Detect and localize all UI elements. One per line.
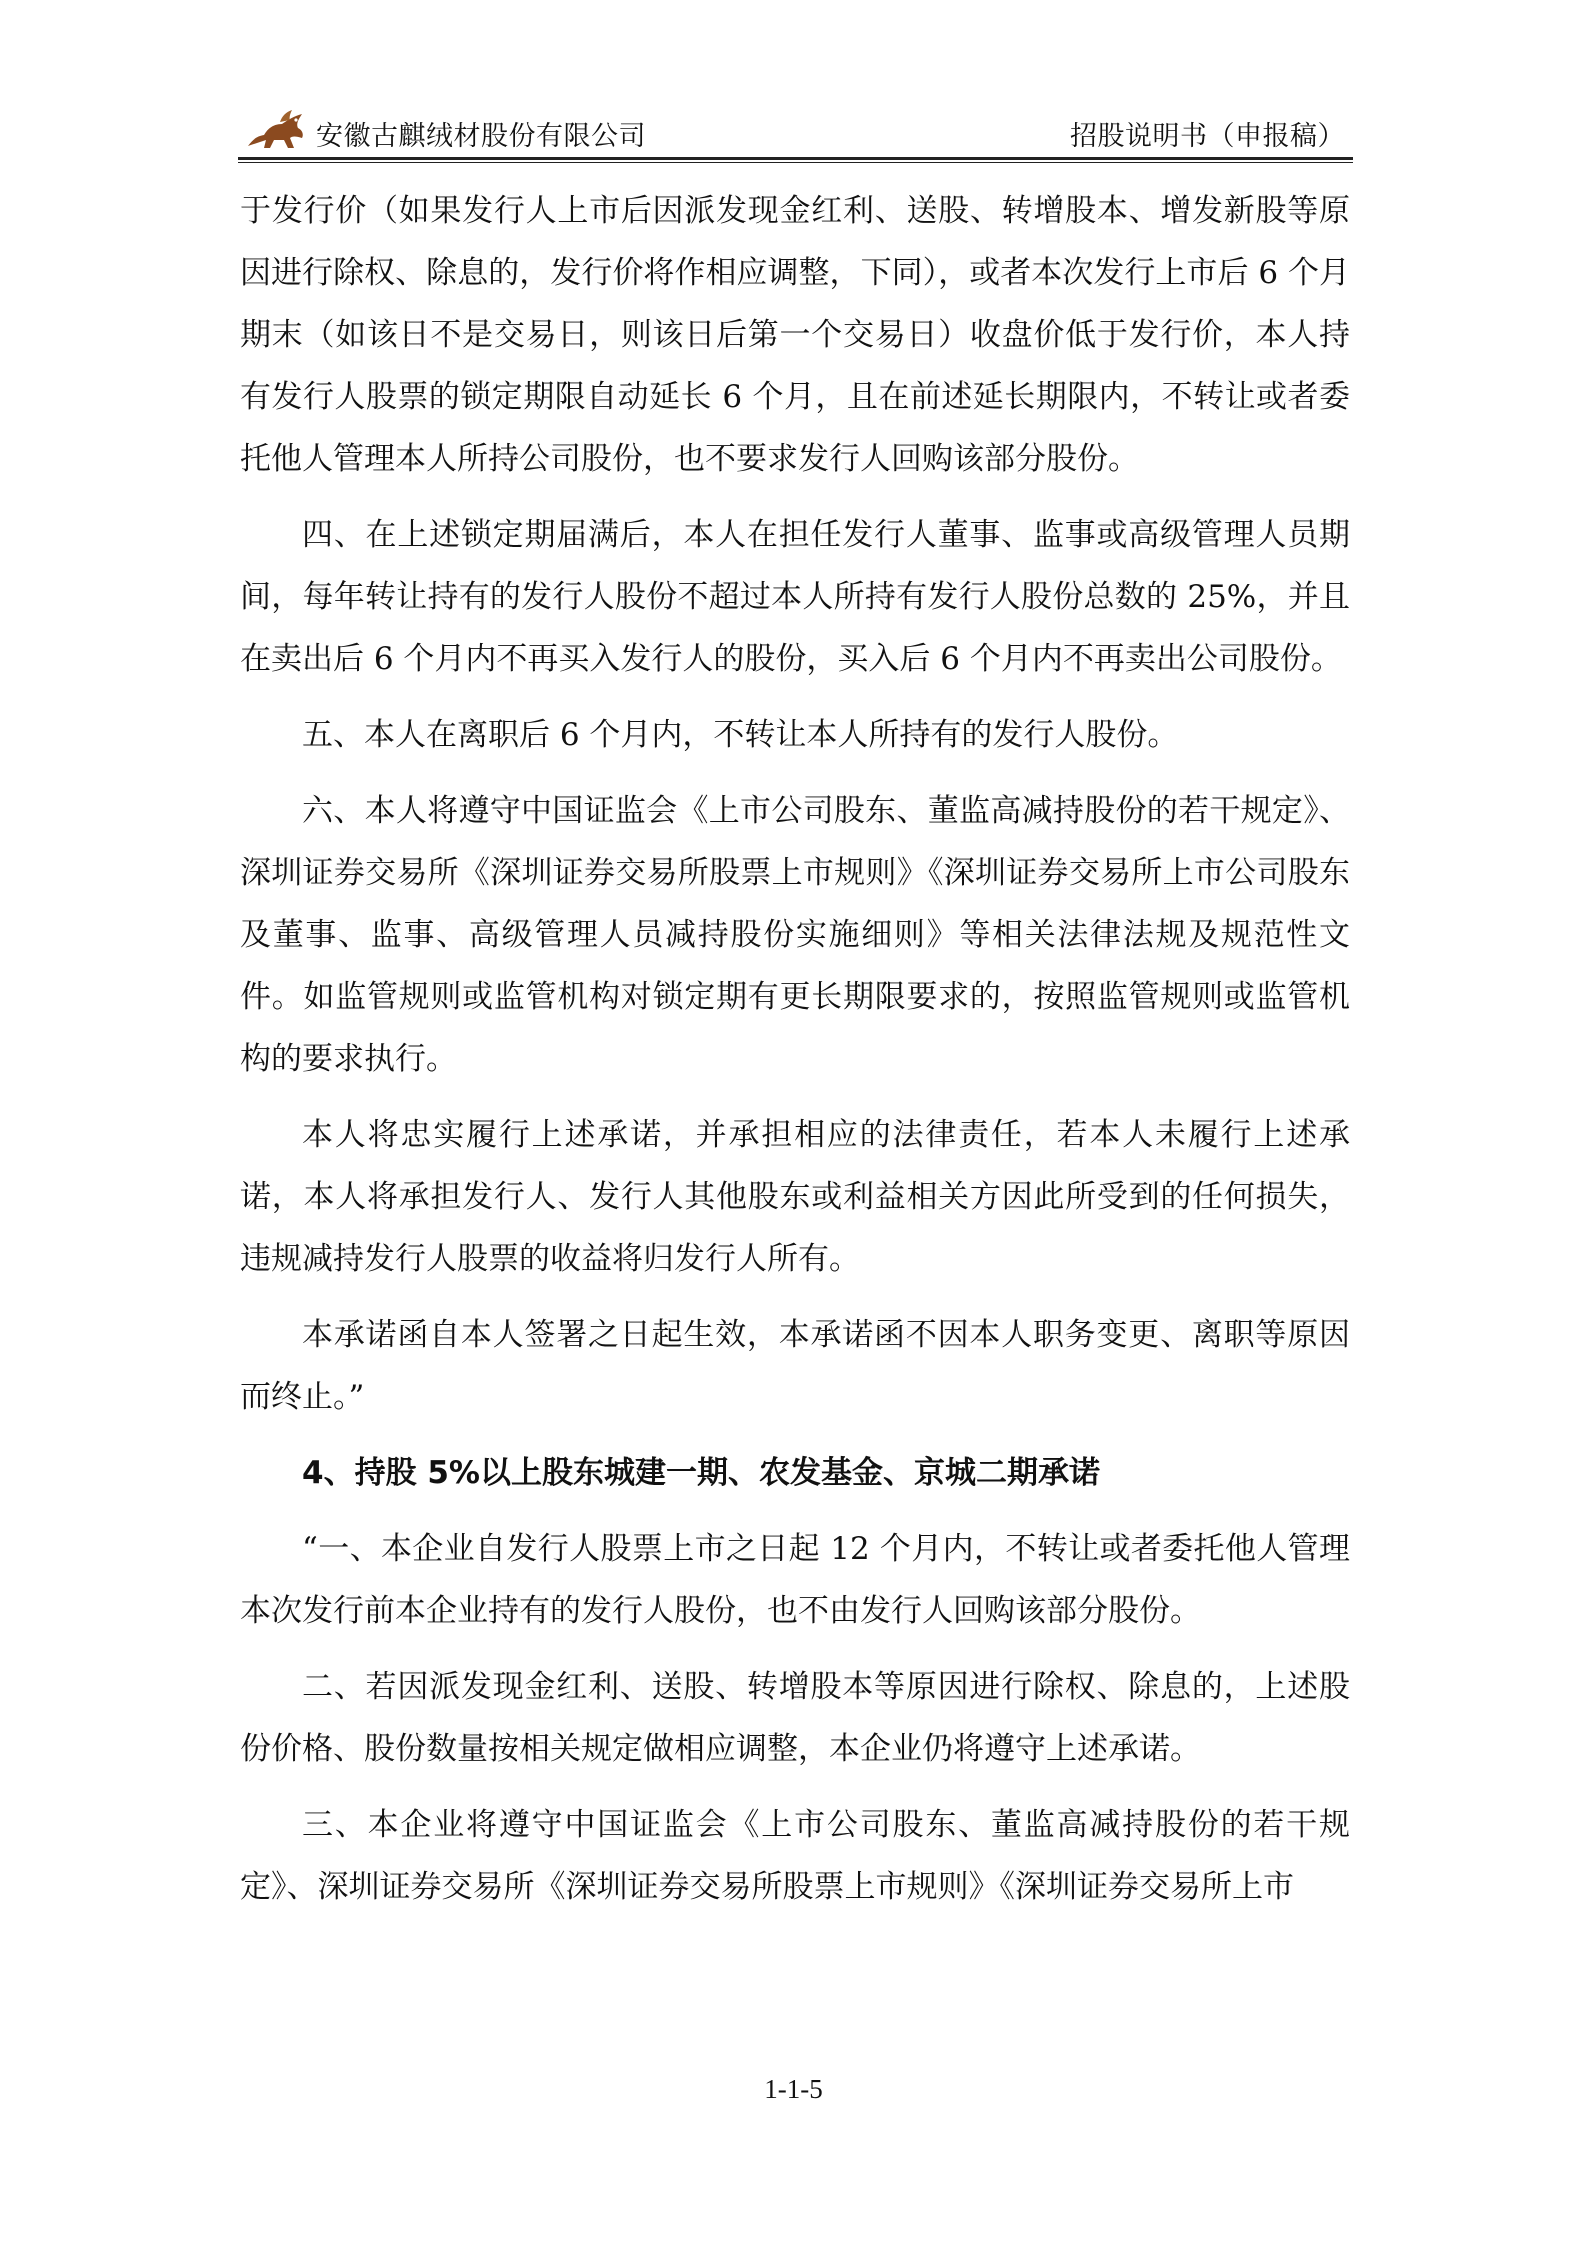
paragraph-effective: 本承诺函自本人签署之日起生效，本承诺函不因本人职务变更、离职等原因而终止。” <box>240 1317 1350 1415</box>
paragraph-item-5: 五、本人在离职后 6 个月内，不转让本人所持有的发行人股份。 <box>302 717 1179 753</box>
section-heading <box>240 1442 1350 1504</box>
paragraph-item-4: 四、在上述锁定期届满后，本人在担任发行人董事、监事或高级管理人员期间，每年转让持有的发行人股份不超过本人所持有发行人股份总数的 25%，并且在卖出后 6 个月内不再买入发行人的股份，买入后 6 个月内不再卖出公司股份。 <box>240 517 1350 677</box>
paragraph-commitment: 本人将忠实履行上述承诺，并承担相应的法律责任，若本人未履行上述承诺，本人将承担发行人、发行人其他股东或利益相关方因此所受到的任何损失，违规减持发行人股票的收益将归发行人所有。 <box>240 1117 1350 1277</box>
paragraph-enterprise-2: 二、若因派发现金红利、送股、转增股本等原因进行除权、除息的，上述股份价格、股份数量按相关规定做相应调整，本企业仍将遵守上述承诺。 <box>240 1669 1350 1767</box>
paragraph-item-6: 六、本人将遵守中国证监会《上市公司股东、董监高减持股份的若干规定》、深圳证券交易所《深圳证券交易所股票上市规则》《深圳证券交易所上市公司股东及董事、监事、高级管理人员减持股份实施细则》等相关法律法规及规范性文件。如监管规则或监管机构对锁定期有更长期限要求的，按照监管规则或监管机构的要求执行。 <box>240 793 1350 1077</box>
document-body <box>240 180 1350 1932</box>
header-rule-thin <box>238 162 1353 163</box>
header-rule-thick <box>238 157 1353 160</box>
company-name: 安徽古麒绒材股份有限公司 <box>316 121 646 152</box>
section-heading-text: 4、持股 5%以上股东城建一期、农发基金、京城二期承诺 <box>302 1455 1100 1491</box>
page-header <box>238 106 1353 154</box>
paragraph-enterprise-3: 三、本企业将遵守中国证监会《上市公司股东、董监高减持股份的若干规定》、深圳证券交易所《深圳证券交易所股票上市规则》《深圳证券交易所上市 <box>240 1807 1350 1905</box>
page-number: 1-1-5 <box>764 2074 823 2104</box>
document-type: 招股说明书（申报稿） <box>1070 121 1345 152</box>
paragraph-enterprise-1: “一、本企业自发行人股票上市之日起 12 个月内，不转让或者委托他人管理本次发行前本企业持有的发行人股份，也不由发行人回购该部分股份。 <box>240 1531 1350 1629</box>
qilin-logo-icon <box>244 108 308 152</box>
paragraph-continuation: 于发行价（如果发行人上市后因派发现金红利、送股、转增股本、增发新股等原因进行除权、除息的，发行价将作相应调整，下同），或者本次发行上市后 6 个月期末（如该日不是交易日，则该日后第一个交易日）收盘价低于发行价，本人持有发行人股票的锁定期限自动延长 6 个月，且在前述延长期限内，不转让或者委托他人管理本人所持公司股份，也不要求发行人回购该部分股份。 <box>240 193 1350 477</box>
